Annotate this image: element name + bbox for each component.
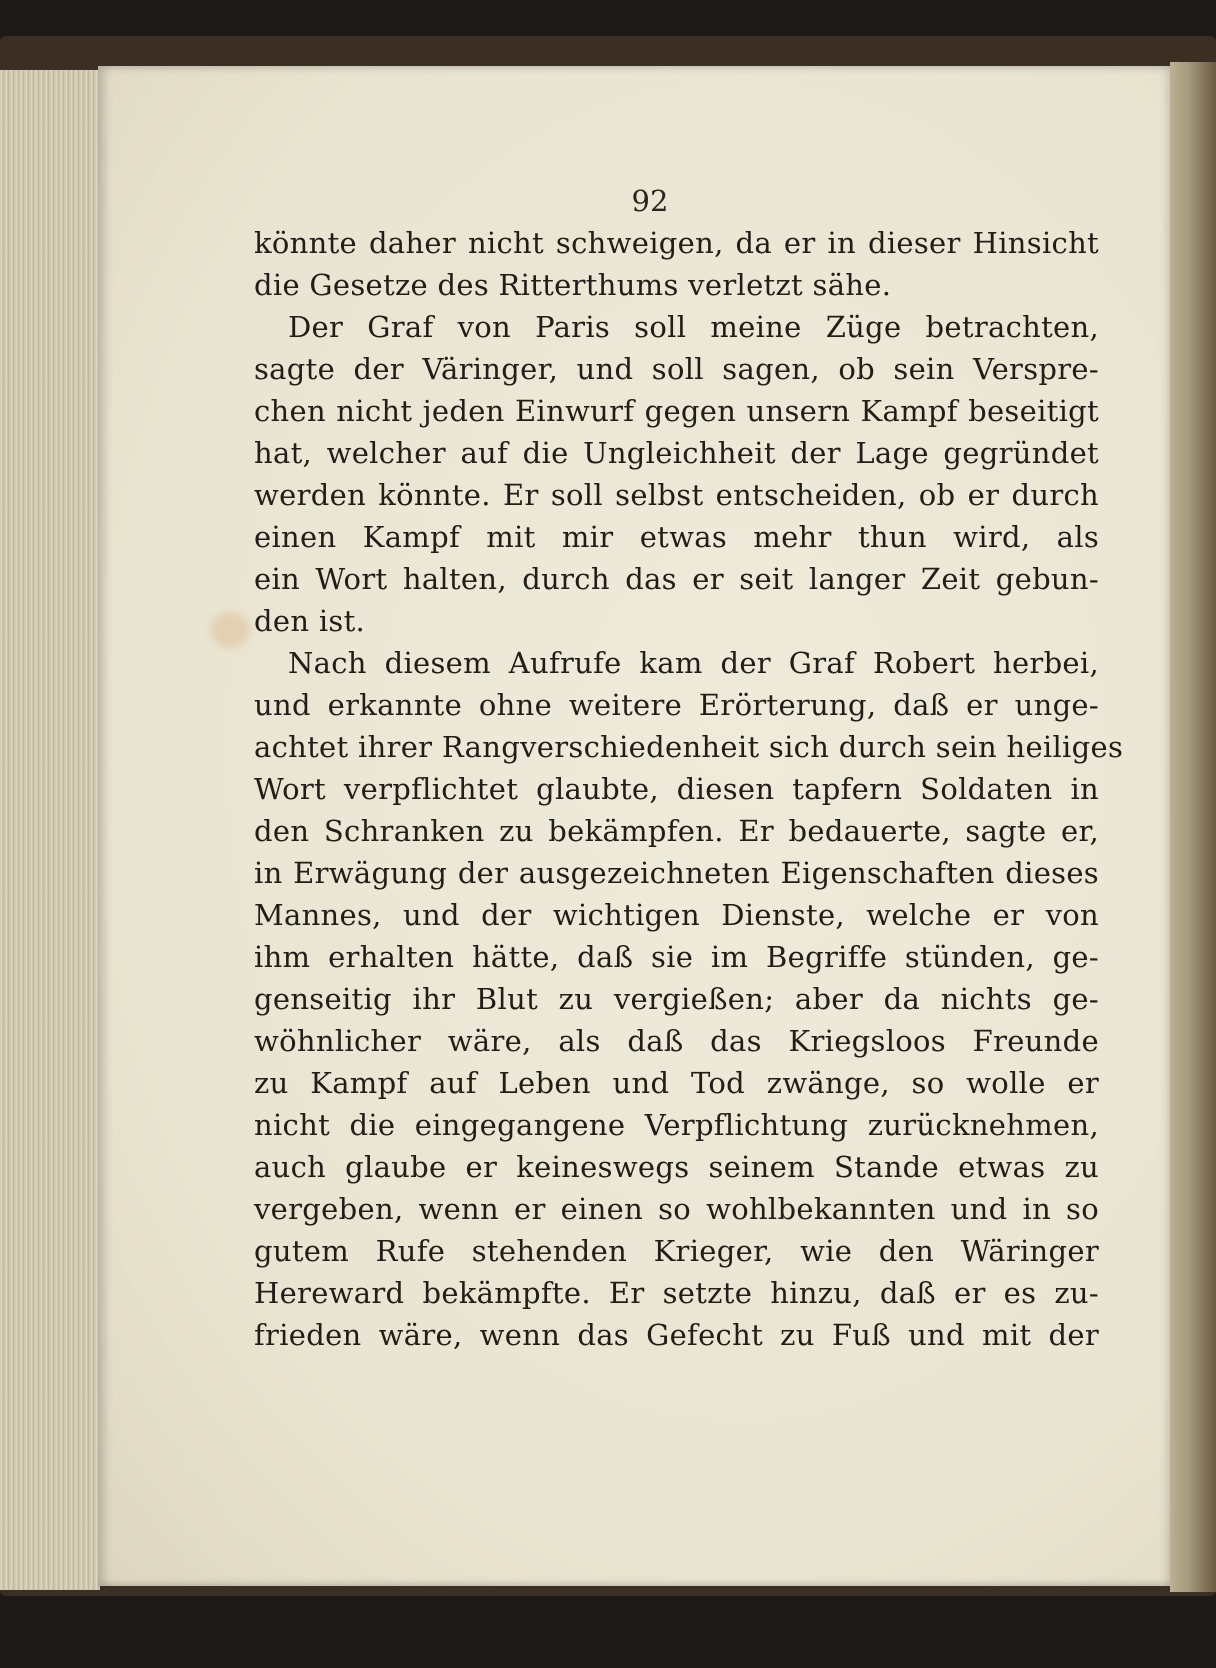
text-line: ein Wort halten, durch das er seit langer Zeit gebun-: [254, 562, 1099, 596]
body-text: [254, 222, 1124, 1356]
text-line: einen Kampf mit mir etwas mehr thun wird, als: [254, 520, 1099, 554]
text-line: und erkannte ohne weitere Erörterung, daß er unge-: [254, 688, 1099, 722]
text-line: Wort verpflichtet glaubte, diesen tapfern Soldaten in: [254, 772, 1099, 806]
text-line: frieden wäre, wenn das Gefecht zu Fuß und mit der: [254, 1318, 1099, 1352]
text-line: auch glaube er keineswegs seinem Stande etwas zu: [254, 1150, 1099, 1184]
text-line: Hereward bekämpfte. Er setzte hinzu, daß er es zu-: [254, 1276, 1099, 1310]
facing-page-edge: [1170, 62, 1216, 1592]
text-line: sagte der Väringer, und soll sagen, ob sein Verspre-: [254, 352, 1099, 386]
text-line: achtet ihrer Rangverschiedenheit sich durch sein heiliges: [254, 730, 1124, 764]
text-line: gutem Rufe stehenden Krieger, wie den Wäringer: [254, 1234, 1099, 1268]
text-line: die Gesetze des Ritterthums verletzt sähe.: [254, 268, 892, 302]
text-line: ihm erhalten hätte, daß sie im Begriffe stünden, ge-: [254, 940, 1099, 974]
text-line: könnte daher nicht schweigen, da er in dieser Hinsicht: [254, 226, 1099, 260]
foxing-stain: [210, 612, 250, 648]
text-line: den Schranken zu bekämpfen. Er bedauerte, sagte er,: [254, 814, 1099, 848]
text-line: Nach diesem Aufrufe kam der Graf Robert herbei,: [288, 646, 1099, 680]
text-line: den ist.: [254, 604, 366, 638]
page-number: 92: [631, 184, 669, 218]
text-line: genseitig ihr Blut zu vergießen; aber da nichts ge-: [254, 982, 1099, 1016]
page-stack-edge: [0, 70, 100, 1590]
text-line: Der Graf von Paris soll meine Züge betrachten,: [288, 310, 1099, 344]
text-line: chen nicht jeden Einwurf gegen unsern Kampf beseitigt: [254, 394, 1099, 428]
text-line: nicht die eingegangene Verpflichtung zurücknehmen,: [254, 1108, 1099, 1142]
text-line: zu Kampf auf Leben und Tod zwänge, so wolle er: [254, 1066, 1099, 1100]
text-line: hat, welcher auf die Ungleichheit der Lage gegründet: [254, 436, 1099, 470]
text-line: wöhnlicher wäre, als daß das Kriegsloos Freunde: [254, 1024, 1099, 1058]
text-line: in Erwägung der ausgezeichneten Eigenschaften dieses: [254, 856, 1099, 890]
text-line: werden könnte. Er soll selbst entscheiden, ob er durch: [254, 478, 1099, 512]
text-line: Mannes, und der wichtigen Dienste, welche er von: [254, 898, 1099, 932]
text-line: vergeben, wenn er einen so wohlbekannten und in so: [254, 1192, 1099, 1226]
